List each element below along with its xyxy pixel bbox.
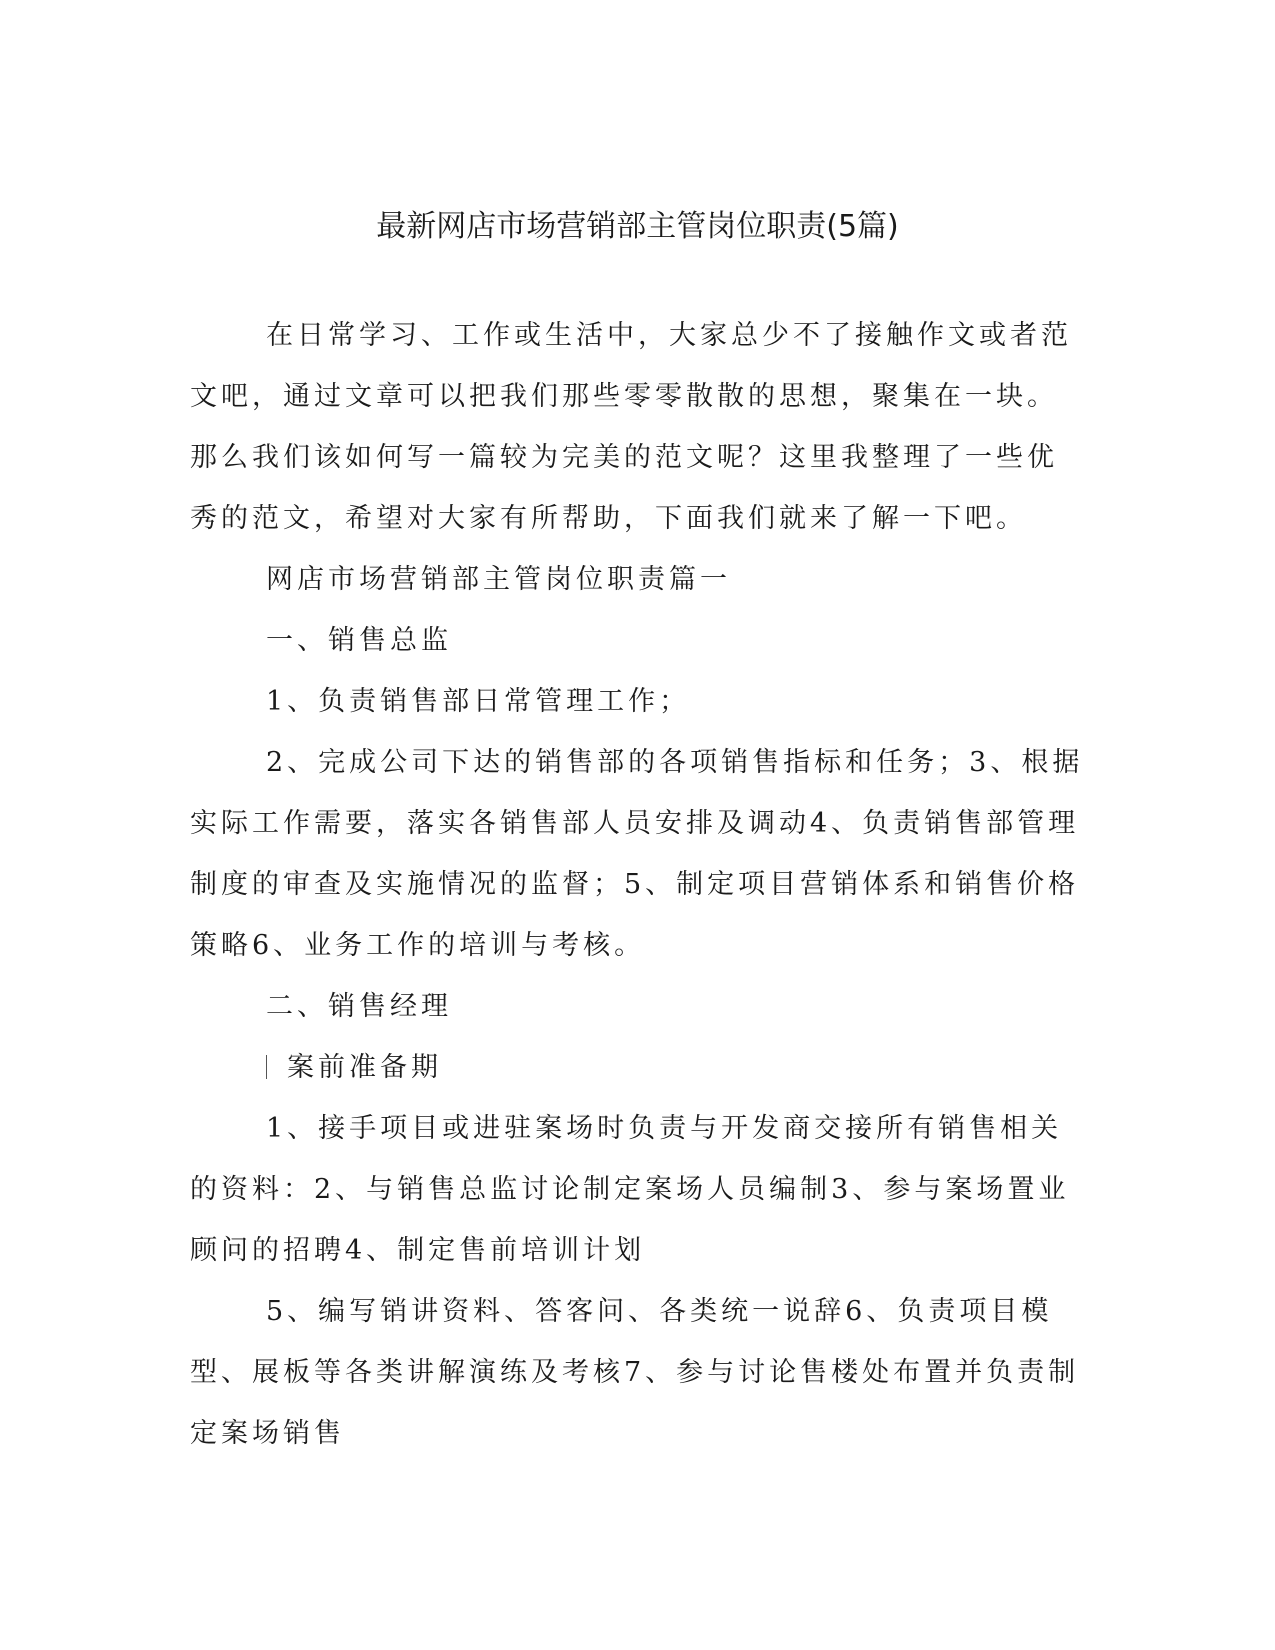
section-heading: 网店市场营销部主管岗位职责篇一 bbox=[266, 564, 731, 595]
body-paragraph: 1、负责销售部日常管理工作； bbox=[266, 686, 691, 717]
subsection-heading: 二、销售经理 bbox=[266, 991, 452, 1022]
phase-heading-text: 案前准备期 bbox=[287, 1052, 442, 1083]
phase-heading bbox=[190, 1037, 1085, 1098]
body-paragraph: 1、接手项目或进驻案场时负责与开发商交接所有销售相关的资料：2、与销售总监讨论制定案场人员编制3、参与案场置业顾问的招聘4、制定售前培训计划 bbox=[190, 1113, 1070, 1266]
document-body bbox=[190, 305, 1085, 1464]
subsection-heading: 一、销售总监 bbox=[266, 625, 452, 656]
body-paragraph: 5、编写销讲资料、答客问、各类统一说辞6、负责项目模型、展板等各类讲解演练及考核7、参与讨论售楼处布置并负责制定案场销售 bbox=[190, 1296, 1080, 1449]
document-title: 最新网店市场营销部主管岗位职责(5篇) bbox=[376, 209, 899, 244]
vertical-bar-marker bbox=[266, 1055, 267, 1079]
intro-paragraph: 在日常学习、工作或生活中，大家总少不了接触作文或者范文吧，通过文章可以把我们那些零零散散的思想，聚集在一块。那么我们该如何写一篇较为完美的范文呢？这里我整理了一些优秀的范文，希望对大家有所帮助，下面我们就来了解一下吧。 bbox=[190, 320, 1072, 534]
body-paragraph: 2、完成公司下达的销售部的各项销售指标和任务；3、根据实际工作需要，落实各销售部人员安排及调动4、负责销售部管理制度的审查及实施情况的监督；5、制定项目营销体系和销售价格策略6、业务工作的培训与考核。 bbox=[190, 747, 1084, 961]
